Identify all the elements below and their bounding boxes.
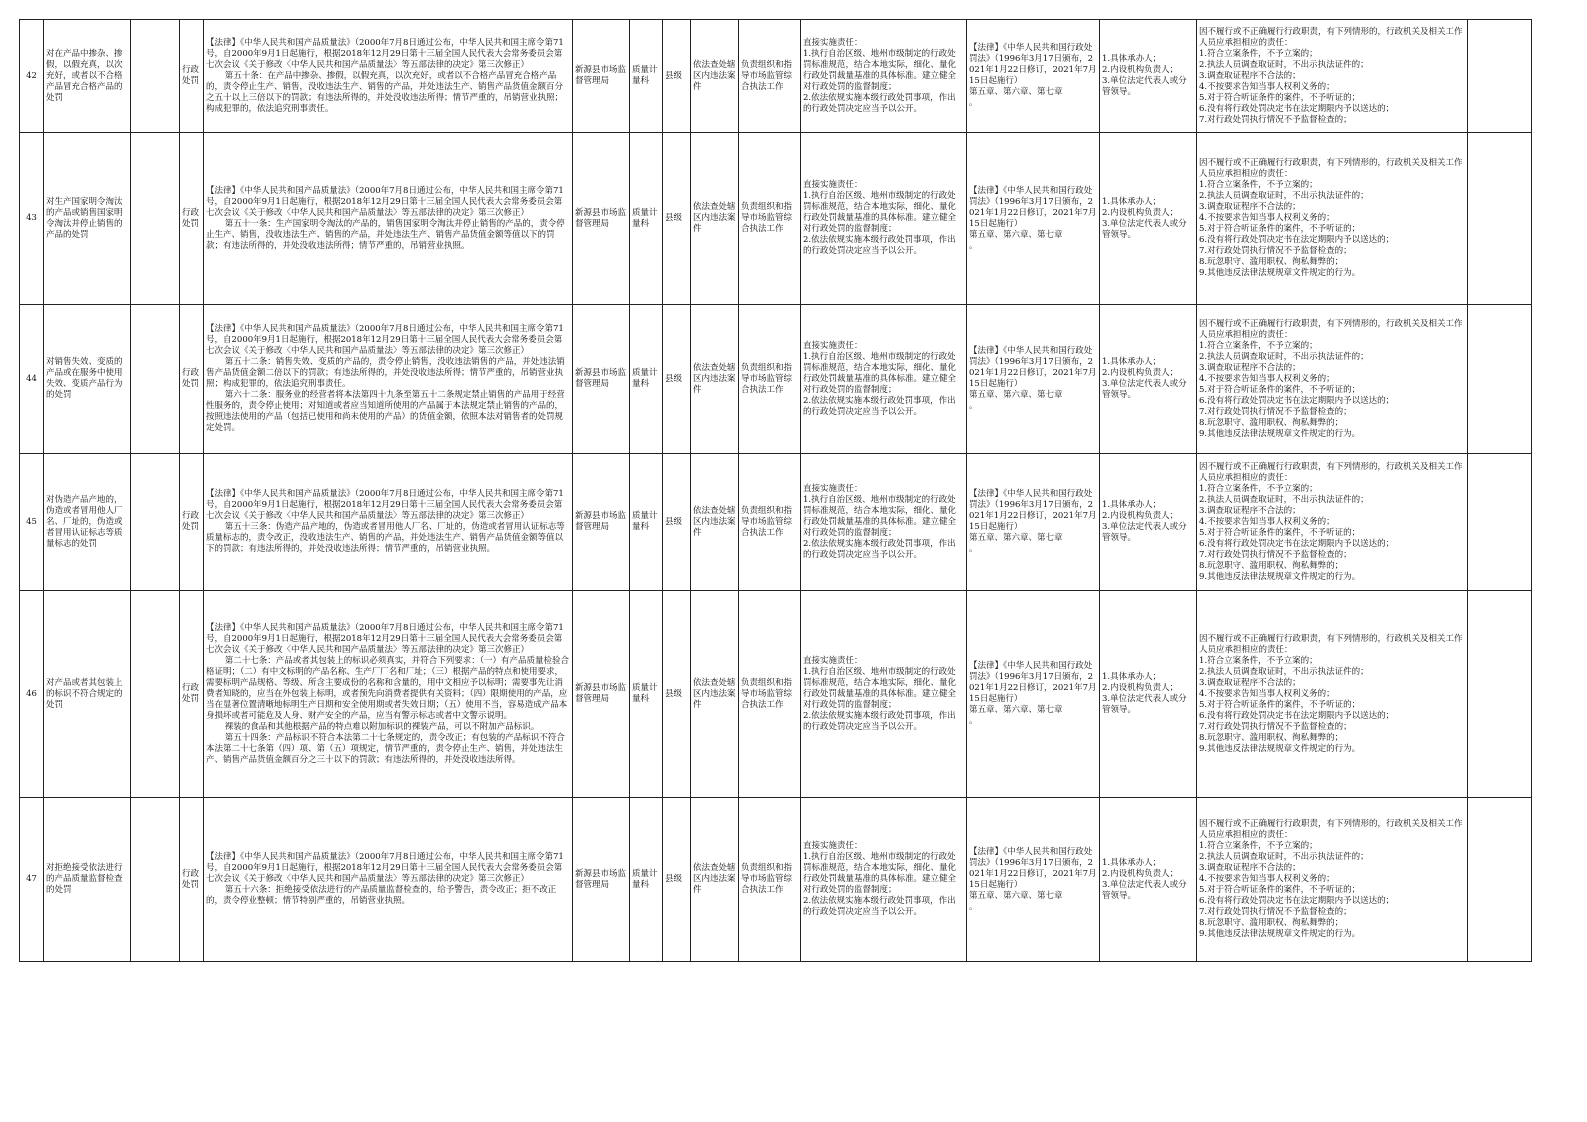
liability-line: 7.对行政处罚执行情况不予监督检查的； bbox=[1199, 406, 1352, 417]
liability-line: 4.不按要求告知当事人权利义务的； bbox=[1199, 81, 1335, 92]
sub-item-cell bbox=[131, 591, 180, 798]
power-type-cell: 行政处罚 bbox=[180, 20, 204, 133]
liability-line: 3.调查取证程序不合法的； bbox=[1199, 677, 1301, 688]
table-row bbox=[20, 133, 1532, 305]
legal-basis-paragraph: 第五十二条：销售失效、变质的产品的，责令停止销售，没收违法销售的产品，并处违法销售产品货值金额二倍以下的罚款；有违法所得的，并处没收违法所得；情节严重的，吊销营业执照；构成犯罪的，依法追究刑事责任。 bbox=[206, 357, 565, 389]
legal-basis-cell bbox=[204, 305, 573, 454]
supervision-duty-cell: 负责组织和指导市场监管综合执法工作 bbox=[739, 20, 801, 133]
accountability-basis-line: 第五章、第六章、第七章 bbox=[969, 533, 1063, 543]
responsibility-cell bbox=[801, 591, 967, 798]
liability-line: 6.没有将行政处罚决定书在法定期限内予以送达的； bbox=[1199, 395, 1395, 406]
remarks-cell bbox=[1468, 133, 1532, 305]
liability-line: 4.不按要求告知当事人权利义务的； bbox=[1199, 516, 1335, 527]
liability-line: 4.不按要求告知当事人权利义务的； bbox=[1199, 373, 1335, 384]
legal-basis-cell bbox=[204, 798, 573, 962]
responsible-subject-line: 3.单位法定代表人或分管领导。 bbox=[1102, 76, 1187, 97]
liability-line: 5.对于符合听证条件的案件，不予听证的； bbox=[1199, 384, 1361, 395]
responsibility-line: 直接实施责任： bbox=[803, 655, 863, 666]
responsibility-line: 直接实施责任： bbox=[803, 841, 863, 851]
exercise-scope-cell: 依法查处辖区内违法案件 bbox=[691, 305, 739, 454]
liability-line: 因不履行或不正确履行行政职责，有下列情形的，行政机关及相关工作人员应承担相应的责任： bbox=[1199, 819, 1463, 840]
exercise-scope-cell: 依法查处辖区内违法案件 bbox=[691, 591, 739, 798]
responsible-subject-line: 3.单位法定代表人或分管领导。 bbox=[1102, 694, 1187, 715]
implementing-dept-cell: 新源县市场监督管理局 bbox=[573, 591, 630, 798]
liability-line: 9.其他违反法律法规规章文件规定的行为。 bbox=[1199, 268, 1361, 278]
power-type-cell: 行政处罚 bbox=[180, 133, 204, 305]
liability-line: 9.其他违反法律法规规章文件规定的行为。 bbox=[1199, 743, 1361, 754]
responsible-subject-line: 3.单位法定代表人或分管领导。 bbox=[1102, 879, 1187, 901]
liability-line: 9.其他违反法律法规规章文件规定的行为。 bbox=[1199, 428, 1361, 439]
legal-basis-cell bbox=[204, 591, 573, 798]
responsible-office-cell: 质量计量科 bbox=[630, 454, 663, 591]
accountability-basis-cell bbox=[967, 591, 1100, 798]
responsible-subject-cell bbox=[1100, 133, 1197, 305]
exercise-scope-cell: 依法查处辖区内违法案件 bbox=[691, 133, 739, 305]
accountability-basis-line: 【法律】《中华人民共和国行政处罚法》（1996年3月17日颁布，2021年1月22日修订，2021年7月15日起施行） bbox=[969, 846, 1097, 890]
liability-line: 1.符合立案条件，不予立案的； bbox=[1199, 340, 1318, 351]
responsibility-line: 2.依法依规实施本级行政处罚事项，作出的行政处罚决定应当予以公开。 bbox=[803, 710, 956, 732]
legal-basis-paragraph: 【法律】《中华人民共和国产品质量法》（2000年7月8日通过公布，中华人民共和国主席令第71号，自2000年9月1日起施行，根据2018年12月29日第十三届全国人民代表大会常务委员会第七次会议《关于修改〈中华人民共和国产品质量法〉等五部法律的决定》第三次修正） bbox=[206, 852, 564, 884]
liability-line: 3.调查取证程序不合法的； bbox=[1199, 505, 1301, 516]
responsibility-line: 1.执行自治区级、地州市级制定的行政处罚标准规范，结合本地实际，细化、量化行政处罚裁量基准的具体标准。建立健全对行政处罚的监督制度； bbox=[803, 48, 957, 92]
accountability-basis-line: 第五章、第六章、第七章 bbox=[969, 87, 1063, 97]
responsibility-line: 2.依法依规实施本级行政处罚事项，作出的行政处罚决定应当予以公开。 bbox=[803, 235, 956, 256]
remarks-cell bbox=[1468, 20, 1532, 133]
remarks-cell bbox=[1468, 798, 1532, 962]
responsible-subject-cell bbox=[1100, 454, 1197, 591]
responsible-subject-line: 2.内设机构负责人； bbox=[1102, 511, 1179, 521]
liability-line: 8.玩忽职守、滥用职权、徇私舞弊的； bbox=[1199, 918, 1344, 928]
liability-line: 6.没有将行政处罚决定书在法定期限内予以送达的； bbox=[1199, 103, 1395, 114]
sub-item-cell bbox=[131, 305, 180, 454]
liability-line: 9.其他违反法律法规规章文件规定的行为。 bbox=[1199, 571, 1361, 582]
power-type-cell: 行政处罚 bbox=[180, 798, 204, 962]
power-type-cell: 行政处罚 bbox=[180, 305, 204, 454]
liability-line: 5.对于符合听证条件的案件，不予听证的； bbox=[1199, 224, 1361, 234]
legal-basis-cell bbox=[204, 133, 573, 305]
responsible-subject-line: 1.具体承办人； bbox=[1102, 500, 1162, 510]
sub-item-cell bbox=[131, 798, 180, 962]
responsibility-line: 1.执行自治区级、地州市级制定的行政处罚标准规范，结合本地实际，细化、量化行政处罚裁量基准的具体标准。建立健全对行政处罚的监督制度； bbox=[803, 666, 957, 710]
supervision-duty-cell: 负责组织和指导市场监管综合执法工作 bbox=[739, 305, 801, 454]
liability-line: 1.符合立案条件，不予立案的； bbox=[1199, 483, 1318, 494]
exercise-level-cell: 县级 bbox=[663, 798, 691, 962]
responsible-subject-line: 3.单位法定代表人或分管领导。 bbox=[1102, 379, 1187, 400]
responsibility-line: 2.依法依规实施本级行政处罚事项，作出的行政处罚决定应当予以公开。 bbox=[803, 395, 956, 417]
legal-basis-paragraph: 【法律】《中华人民共和国产品质量法》（2000年7月8日通过公布，中华人民共和国主席令第71号，自2000年9月1日起施行，根据2018年12月29日第十三届全国人民代表大会常务委员会第七次会议《关于修改〈中华人民共和国产品质量法〉等五部法律的决定》第三次修正） bbox=[206, 185, 564, 218]
responsibility-cell bbox=[801, 798, 967, 962]
responsibility-line: 1.执行自治区级、地州市级制定的行政处罚标准规范，结合本地实际，细化、量化行政处罚裁量基准的具体标准。建立健全对行政处罚的监督制度； bbox=[803, 852, 957, 895]
liability-line: 因不履行或不正确履行行政职责，有下列情形的，行政机关及相关工作人员应承担相应的责任： bbox=[1199, 26, 1463, 48]
legal-basis-paragraph: 第五十一条：生产国家明令淘汰的产品的，销售国家明令淘汰并停止销售的产品的，责令停止生产、销售，没收违法生产、销售的产品，并处违法生产、销售产品货值金额等值以下的罚款；有违法所得的，并处没收违法所得；情节严重的，吊销营业执照。 bbox=[206, 218, 565, 251]
legal-basis-paragraph: 第五十条：在产品中掺杂、掺假，以假充真，以次充好，或者以不合格产品冒充合格产品的，责令停止生产、销售，没收违法生产、销售的产品，并处违法生产、销售产品货值金额百分之五十以上三倍以下的罚款；有违法所得的，并处没收违法所得；情节严重的，吊销营业执照；构成犯罪的，依法追究刑事责任。 bbox=[206, 70, 564, 114]
item-name-cell: 对在产品中掺杂、掺假，以假充真，以次充好，或者以不合格产品冒充合格产品的处罚 bbox=[44, 20, 131, 133]
accountability-basis-cell bbox=[967, 133, 1100, 305]
liability-line: 4.不按要求告知当事人权利义务的； bbox=[1199, 874, 1335, 884]
responsibility-line: 直接实施责任： bbox=[803, 483, 863, 494]
supervision-duty-cell: 负责组织和指导市场监管综合执法工作 bbox=[739, 133, 801, 305]
sub-item-cell bbox=[131, 20, 180, 133]
item-name-cell: 对伪造产品产地的，伪造或者冒用他人厂名、厂址的，伪造或者冒用认证标志等质量标志的处罚 bbox=[44, 454, 131, 591]
legal-basis-paragraph: 【法律】《中华人民共和国产品质量法》（2000年7月8日通过公布，中华人民共和国主席令第71号，自2000年9月1日起施行，根据2018年12月29日第十三届全国人民代表大会常务委员会第七次会议《关于修改〈中华人民共和国产品质量法〉等五部法律的决定》第三次修正） bbox=[206, 37, 564, 70]
responsible-office-cell: 质量计量科 bbox=[630, 305, 663, 454]
supervision-duty-cell: 负责组织和指导市场监管综合执法工作 bbox=[739, 454, 801, 591]
liability-line: 4.不按要求告知当事人权利义务的； bbox=[1199, 688, 1335, 699]
responsible-office-cell: 质量计量科 bbox=[630, 591, 663, 798]
liability-line: 1.符合立案条件，不予立案的； bbox=[1199, 841, 1318, 851]
legal-basis-paragraph: 第六十二条：服务业的经营者将本法第四十九条至第五十二条规定禁止销售的产品用于经营性服务的，责令停止使用；对知道或者应当知道所使用的产品属于本法规定禁止销售的产品的，按照违法使用的产品（包括已使用和尚未使用的产品）的货值金额，依照本法对销售者的处罚规定处罚。 bbox=[206, 390, 565, 433]
power-type-cell: 行政处罚 bbox=[180, 454, 204, 591]
liability-line: 5.对于符合听证条件的案件，不予听证的； bbox=[1199, 885, 1361, 895]
remarks-cell bbox=[1468, 591, 1532, 798]
accountability-basis-line: 【法律】《中华人民共和国行政处罚法》（1996年3月17日颁布，2021年1月22日修订，2021年7月15日起施行） bbox=[969, 43, 1097, 86]
responsible-subject-line: 2.内设机构负责人； bbox=[1102, 368, 1179, 378]
accountability-basis-line: 【法律】《中华人民共和国行政处罚法》（1996年3月17日颁布，2021年1月22日修订，2021年7月15日起施行） bbox=[969, 185, 1097, 229]
item-name-cell: 对拒绝接受依法进行的产品质量监督检查的处罚 bbox=[44, 798, 131, 962]
liability-line: 因不履行或不正确履行行政职责，有下列情形的，行政机关及相关工作人员应承担相应的责任： bbox=[1199, 633, 1463, 655]
accountability-basis-cell bbox=[967, 20, 1100, 133]
supervision-duty-cell: 负责组织和指导市场监管综合执法工作 bbox=[739, 798, 801, 962]
responsible-subject-line: 3.单位法定代表人或分管领导。 bbox=[1102, 522, 1187, 543]
liability-line: 因不履行或不正确履行行政职责，有下列情形的，行政机关及相关工作人员应承担相应的责任： bbox=[1199, 318, 1463, 340]
liability-line: 8.玩忽职守、滥用职权、徇私舞弊的； bbox=[1199, 257, 1344, 267]
exercise-level-cell: 县级 bbox=[663, 305, 691, 454]
exercise-level-cell: 县级 bbox=[663, 20, 691, 133]
liability-line: 8.玩忽职守、滥用职权、徇私舞弊的； bbox=[1199, 732, 1344, 743]
liability-line: 1.符合立案条件，不予立案的； bbox=[1199, 655, 1318, 666]
legal-basis-paragraph: 第五十六条：拒绝接受依法进行的产品质量监督检查的，给予警告，责令改正；拒不改正的，责令停业整顿；情节特别严重的，吊销营业执照。 bbox=[206, 885, 557, 906]
table-row bbox=[20, 591, 1532, 798]
liability-line: 2.执法人员调查取证时，不出示执法证件的； bbox=[1199, 59, 1369, 70]
sub-item-cell bbox=[131, 454, 180, 591]
liability-line: 3.调查取证程序不合法的； bbox=[1199, 863, 1301, 873]
legal-basis-paragraph: 【法律】《中华人民共和国产品质量法》（2000年7月8日通过公布，中华人民共和国主席令第71号，自2000年9月1日起施行，根据2018年12月29日第十三届全国人民代表大会常务委员会第七次会议《关于修改〈中华人民共和国产品质量法〉等五部法律的决定》第三次修正） bbox=[206, 324, 564, 356]
responsible-subject-line: 2.内设机构负责人； bbox=[1102, 65, 1179, 75]
power-type-cell: 行政处罚 bbox=[180, 591, 204, 798]
accountability-basis-line: 【法律】《中华人民共和国行政处罚法》（1996年3月17日颁布，2021年1月22日修订，2021年7月15日起施行） bbox=[969, 489, 1097, 532]
accountability-basis-line: 第五章、第六章、第七章 bbox=[969, 229, 1063, 240]
exercise-level-cell: 县级 bbox=[663, 454, 691, 591]
liability-cell bbox=[1197, 454, 1468, 591]
item-name-cell: 对生产国家明令淘汰的产品或销售国家明令淘汰并停止销售的产品的处罚 bbox=[44, 133, 131, 305]
responsibility-line: 1.执行自治区级、地州市级制定的行政处罚标准规范，结合本地实际，细化、量化行政处罚裁量基准的具体标准。建立健全对行政处罚的监督制度； bbox=[803, 351, 957, 395]
sub-item-cell bbox=[131, 133, 180, 305]
accountability-basis-line: 。 bbox=[969, 98, 978, 108]
exercise-level-cell: 县级 bbox=[663, 591, 691, 798]
responsibility-line: 2.依法依规实施本级行政处罚事项，作出的行政处罚决定应当予以公开。 bbox=[803, 896, 956, 917]
accountability-basis-line: 。 bbox=[969, 240, 978, 251]
responsibility-cell bbox=[801, 133, 967, 305]
implementing-dept-cell: 新源县市场监督管理局 bbox=[573, 305, 630, 454]
liability-line: 2.执法人员调查取证时，不出示执法证件的； bbox=[1199, 191, 1369, 201]
responsible-subject-line: 1.具体承办人； bbox=[1102, 196, 1162, 207]
legal-basis-paragraph: 裸装的食品和其他根据产品的特点难以附加标识的裸装产品，可以不附加产品标识。 bbox=[224, 721, 540, 732]
liability-line: 6.没有将行政处罚决定书在法定期限内予以送达的； bbox=[1199, 710, 1395, 721]
accountability-basis-cell bbox=[967, 305, 1100, 454]
responsible-subject-line: 1.具体承办人； bbox=[1102, 672, 1162, 682]
responsible-subject-line: 3.单位法定代表人或分管领导。 bbox=[1102, 218, 1187, 240]
responsibility-cell bbox=[801, 305, 967, 454]
liability-line: 3.调查取证程序不合法的； bbox=[1199, 202, 1301, 212]
liability-line: 8.玩忽职守、滥用职权、徇私舞弊的； bbox=[1199, 560, 1344, 571]
remarks-cell bbox=[1468, 305, 1532, 454]
accountability-basis-line: 第五章、第六章、第七章 bbox=[969, 890, 1063, 901]
responsibility-line: 2.依法依规实施本级行政处罚事项，作出的行政处罚决定应当予以公开。 bbox=[803, 538, 956, 560]
liability-line: 6.没有将行政处罚决定书在法定期限内予以送达的； bbox=[1199, 235, 1395, 245]
responsibility-line: 2.依法依规实施本级行政处罚事项，作出的行政处罚决定应当予以公开。 bbox=[803, 92, 956, 114]
implementing-dept-cell: 新源县市场监督管理局 bbox=[573, 133, 630, 305]
power-list-table bbox=[19, 19, 1532, 962]
table-row bbox=[20, 20, 1532, 133]
accountability-basis-line: 。 bbox=[969, 401, 978, 411]
responsible-office-cell: 质量计量科 bbox=[630, 798, 663, 962]
liability-line: 7.对行政处罚执行情况不予监督检查的； bbox=[1199, 114, 1352, 125]
responsible-office-cell: 质量计量科 bbox=[630, 133, 663, 305]
row-number-cell: 44 bbox=[20, 305, 44, 454]
responsible-subject-cell bbox=[1100, 20, 1197, 133]
row-number-cell: 42 bbox=[20, 20, 44, 133]
liability-line: 7.对行政处罚执行情况不予监督检查的； bbox=[1199, 246, 1352, 256]
legal-basis-paragraph: 第五十四条：产品标识不符合本法第二十七条规定的，责令改正；有包装的产品标识不符合本法第二十七条第（四）项、第（五）项规定，情节严重的，责令停止生产、销售，并处违法生产、销售产品货值金额百分之三十以下的罚款；有违法所得的，并处没收违法所得。 bbox=[206, 732, 565, 765]
implementing-dept-cell: 新源县市场监督管理局 bbox=[573, 798, 630, 962]
accountability-basis-line: 第五章、第六章、第七章 bbox=[969, 705, 1063, 715]
legal-basis-paragraph: 第二十七条：产品或者其包装上的标识必须真实，并符合下列要求：（一）有产品质量检验合格证明；（二）有中文标明的产品名称、生产厂厂名和厂址；（三）根据产品的特点和使用要求，需要标明产品规格、等级、所含主要成份的名称和含量的，用中文相应予以标明；需要事先让消费者知晓的，应当在外包装上标明，或者预先向消费者提供有关资料；（四）限期使用的产品，应当在显著位置清晰地标明生产日期和安全使用期或者失效日期；（五）使用不当，容易造成产品本身损坏或者可能危及人身、财产安全的产品，应当有警示标志或者中文警示说明。 bbox=[206, 655, 569, 721]
liability-line: 因不履行或不正确履行行政职责，有下列情形的，行政机关及相关工作人员应承担相应的责任： bbox=[1199, 461, 1463, 483]
liability-line: 2.执法人员调查取证时，不出示执法证件的； bbox=[1199, 852, 1369, 862]
responsible-subject-cell bbox=[1100, 591, 1197, 798]
table-row bbox=[20, 798, 1532, 962]
responsibility-line: 直接实施责任： bbox=[803, 180, 863, 190]
liability-line: 2.执法人员调查取证时，不出示执法证件的； bbox=[1199, 351, 1369, 362]
liability-line: 7.对行政处罚执行情况不予监督检查的； bbox=[1199, 721, 1352, 732]
liability-line: 7.对行政处罚执行情况不予监督检查的； bbox=[1199, 907, 1352, 917]
row-number-cell: 45 bbox=[20, 454, 44, 591]
exercise-scope-cell: 依法查处辖区内违法案件 bbox=[691, 798, 739, 962]
accountability-basis-line: 。 bbox=[969, 716, 978, 726]
liability-line: 1.符合立案条件，不予立案的； bbox=[1199, 180, 1318, 190]
responsibility-cell bbox=[801, 20, 967, 133]
liability-line: 1.符合立案条件，不予立案的； bbox=[1199, 48, 1318, 59]
liability-cell bbox=[1197, 591, 1468, 798]
accountability-basis-cell bbox=[967, 798, 1100, 962]
row-number-cell: 46 bbox=[20, 591, 44, 798]
supervision-duty-cell: 负责组织和指导市场监管综合执法工作 bbox=[739, 591, 801, 798]
exercise-level-cell: 县级 bbox=[663, 133, 691, 305]
responsible-subject-line: 2.内设机构负责人； bbox=[1102, 868, 1179, 879]
legal-basis-paragraph: 第五十三条：伪造产品产地的，伪造或者冒用他人厂名、厂址的，伪造或者冒用认证标志等质量标志的，责令改正，没收违法生产、销售的产品，并处违法生产、销售产品货值金额等值以下的罚款；有违法所得的，并处没收违法所得；情节严重的，吊销营业执照。 bbox=[206, 522, 565, 554]
row-number-cell: 43 bbox=[20, 133, 44, 305]
responsibility-cell bbox=[801, 454, 967, 591]
liability-line: 8.玩忽职守、滥用职权、徇私舞弊的； bbox=[1199, 417, 1344, 428]
liability-line: 2.执法人员调查取证时，不出示执法证件的； bbox=[1199, 494, 1369, 505]
responsibility-line: 直接实施责任： bbox=[803, 37, 863, 48]
liability-line: 2.执法人员调查取证时，不出示执法证件的； bbox=[1199, 666, 1369, 677]
responsible-subject-cell bbox=[1100, 798, 1197, 962]
responsible-subject-line: 1.具体承办人； bbox=[1102, 857, 1162, 868]
implementing-dept-cell: 新源县市场监督管理局 bbox=[573, 20, 630, 133]
responsibility-line: 1.执行自治区级、地州市级制定的行政处罚标准规范，结合本地实际，细化、量化行政处罚裁量基准的具体标准。建立健全对行政处罚的监督制度； bbox=[803, 191, 957, 234]
liability-cell bbox=[1197, 133, 1468, 305]
liability-cell bbox=[1197, 305, 1468, 454]
liability-line: 6.没有将行政处罚决定书在法定期限内予以送达的； bbox=[1199, 538, 1395, 549]
responsible-office-cell: 质量计量科 bbox=[630, 20, 663, 133]
responsible-subject-line: 1.具体承办人； bbox=[1102, 54, 1162, 64]
table-body bbox=[20, 20, 1532, 962]
liability-line: 5.对于符合听证条件的案件，不予听证的； bbox=[1199, 699, 1361, 710]
liability-line: 6.没有将行政处罚决定书在法定期限内予以送达的； bbox=[1199, 896, 1395, 906]
liability-cell bbox=[1197, 798, 1468, 962]
accountability-basis-line: 【法律】《中华人民共和国行政处罚法》（1996年3月17日颁布，2021年1月22日修订，2021年7月15日起施行） bbox=[969, 346, 1097, 389]
liability-line: 4.不按要求告知当事人权利义务的； bbox=[1199, 213, 1335, 223]
liability-line: 3.调查取证程序不合法的； bbox=[1199, 362, 1301, 373]
responsible-subject-cell bbox=[1100, 305, 1197, 454]
legal-basis-paragraph: 【法律】《中华人民共和国产品质量法》（2000年7月8日通过公布，中华人民共和国主席令第71号，自2000年9月1日起施行，根据2018年12月29日第十三届全国人民代表大会常务委员会第七次会议《关于修改〈中华人民共和国产品质量法〉等五部法律的决定》第三次修正） bbox=[206, 489, 564, 521]
row-number-cell: 47 bbox=[20, 798, 44, 962]
legal-basis-cell bbox=[204, 20, 573, 133]
accountability-basis-cell bbox=[967, 454, 1100, 591]
liability-line: 7.对行政处罚执行情况不予监督检查的； bbox=[1199, 549, 1352, 560]
item-name-cell: 对销售失效、变质的产品或在服务中使用失效、变质产品行为的处罚 bbox=[44, 305, 131, 454]
liability-line: 5.对于符合听证条件的案件，不予听证的； bbox=[1199, 92, 1361, 103]
liability-line: 3.调查取证程序不合法的； bbox=[1199, 70, 1301, 81]
legal-basis-cell bbox=[204, 454, 573, 591]
implementing-dept-cell: 新源县市场监督管理局 bbox=[573, 454, 630, 591]
responsible-subject-line: 1.具体承办人； bbox=[1102, 357, 1162, 367]
responsibility-line: 直接实施责任： bbox=[803, 340, 863, 351]
accountability-basis-line: 【法律】《中华人民共和国行政处罚法》（1996年3月17日颁布，2021年1月22日修订，2021年7月15日起施行） bbox=[969, 661, 1097, 704]
table-row bbox=[20, 305, 1532, 454]
liability-line: 5.对于符合听证条件的案件，不予听证的； bbox=[1199, 527, 1361, 538]
responsible-subject-line: 2.内设机构负责人； bbox=[1102, 207, 1179, 218]
liability-line: 9.其他违反法律法规规章文件规定的行为。 bbox=[1199, 929, 1361, 939]
exercise-scope-cell: 依法查处辖区内违法案件 bbox=[691, 454, 739, 591]
accountability-basis-line: 。 bbox=[969, 544, 978, 554]
table-row bbox=[20, 454, 1532, 591]
exercise-scope-cell: 依法查处辖区内违法案件 bbox=[691, 20, 739, 133]
responsible-subject-line: 2.内设机构负责人； bbox=[1102, 683, 1179, 693]
accountability-basis-line: 第五章、第六章、第七章 bbox=[969, 390, 1063, 400]
liability-line: 因不履行或不正确履行行政职责，有下列情形的，行政机关及相关工作人员应承担相应的责任： bbox=[1199, 158, 1463, 179]
liability-cell bbox=[1197, 20, 1468, 133]
accountability-basis-line: 。 bbox=[969, 901, 978, 912]
remarks-cell bbox=[1468, 454, 1532, 591]
responsibility-line: 1.执行自治区级、地州市级制定的行政处罚标准规范，结合本地实际，细化、量化行政处罚裁量基准的具体标准。建立健全对行政处罚的监督制度； bbox=[803, 494, 957, 538]
item-name-cell: 对产品或者其包装上的标识不符合规定的处罚 bbox=[44, 591, 131, 798]
legal-basis-paragraph: 【法律】《中华人民共和国产品质量法》（2000年7月8日通过公布，中华人民共和国主席令第71号，自2000年9月1日起施行，根据2018年12月29日第十三届全国人民代表大会常务委员会第七次会议《关于修改〈中华人民共和国产品质量法〉等五部法律的决定》第三次修正） bbox=[206, 622, 564, 655]
